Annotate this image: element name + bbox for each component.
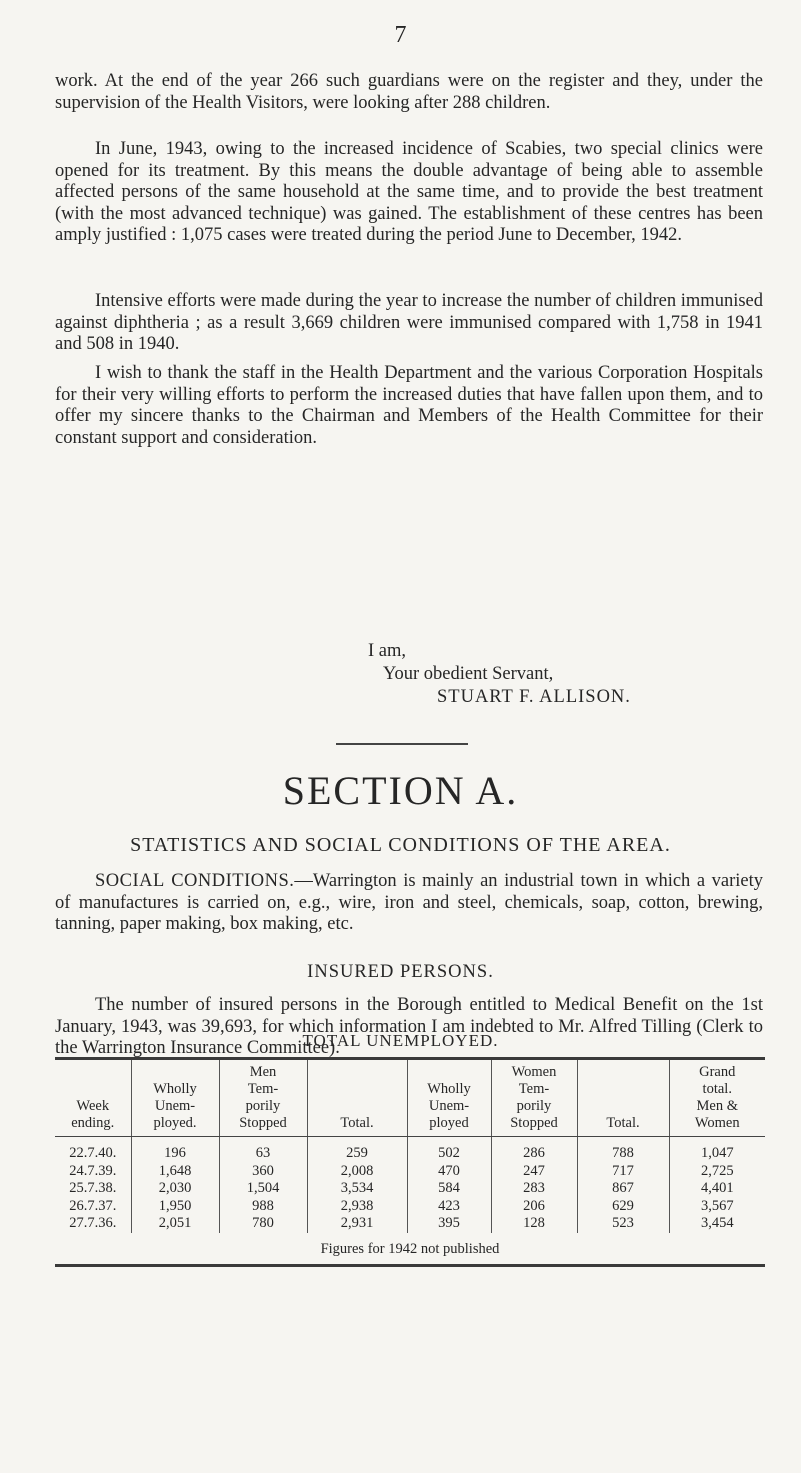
week-ending-cell: 27.7.36. <box>69 1215 117 1231</box>
paragraph-text: The number of insured persons in the Borough entitled to Medical Benefit on the 1st January, 1943, was 39,693, for which information I am indebted to Mr. Alfred Tilling (Clerk to the Warrington Insurance Committee). <box>55 995 763 1059</box>
table-cell: 2,051 <box>131 1215 219 1233</box>
table-cell: 3,534 <box>307 1180 407 1198</box>
table-cell: 2,008 <box>307 1163 407 1181</box>
social-conditions-heading: SOCIAL CONDITIONS. <box>95 871 295 891</box>
letter-paragraph-diphtheria <box>55 291 763 356</box>
signature: STUART F. ALLISON. <box>437 687 631 707</box>
column-header-line: Wholly <box>427 1081 471 1097</box>
column-header-line: Women <box>694 1115 740 1131</box>
paragraph-text: In June, 1943, owing to the increased incidence of Scabies, two special clinics were opened for its treatment. By this means the double advantage of being able to assemble affected persons of the same household at the same time, and to provide the best treatment (with the most advanced technique) was gained. The establishment of these centres has been amply justified : 1,075 cases were treated during the period June to December, 1942. <box>55 139 763 246</box>
paragraph-text: I wish to thank the staff in the Health Department and the various Corporation Hospitals for their very willing efforts to perform the increased duties that have fallen upon them, and to offer my sincere thanks to the Chairman and Members of the Health Committee for their constant support and consideration. <box>55 363 763 448</box>
paragraph-text: Intensive efforts were made during the year to increase the number of children immunised against diphtheria ; as a result 3,669 children were immunised compared with 1,758 in 1941 and 508 in 1940. <box>55 291 763 355</box>
table-row <box>55 1137 765 1163</box>
column-header-line: Stopped <box>239 1115 287 1131</box>
divider-rule <box>336 743 468 745</box>
week-ending-cell: 25.7.38. <box>69 1180 117 1196</box>
table-cell: 988 <box>219 1198 307 1216</box>
table-cell: 502 <box>407 1137 491 1163</box>
column-header-line: Total. <box>340 1115 374 1131</box>
table-cell: 63 <box>219 1137 307 1163</box>
column-header-line: Men <box>249 1064 277 1080</box>
table-cell: 2,725 <box>669 1163 765 1181</box>
letter-paragraph-1 <box>55 71 763 114</box>
column-header-line: Stopped <box>510 1115 558 1131</box>
closing-line: I am, <box>368 641 407 661</box>
table-cell: 523 <box>577 1215 669 1233</box>
table-row <box>55 1215 765 1233</box>
letter-paragraph-scabies <box>55 139 763 247</box>
insured-persons-heading: INSURED PERSONS. <box>307 962 494 982</box>
column-header-line: Week <box>76 1098 110 1114</box>
table-cell: 2,938 <box>307 1198 407 1216</box>
week-ending-cell: 24.7.39. <box>69 1162 117 1179</box>
table-cell: 717 <box>577 1163 669 1181</box>
column-header-line: ployed <box>429 1115 469 1131</box>
table-cell: 128 <box>491 1215 577 1233</box>
table-cell: 3,454 <box>669 1215 765 1233</box>
table-cell: 423 <box>407 1198 491 1216</box>
table-cell: 470 <box>407 1163 491 1181</box>
table-cell: 2,030 <box>131 1180 219 1198</box>
table-cell: 1,648 <box>131 1163 219 1181</box>
table-row <box>55 1163 765 1181</box>
table-row <box>55 1180 765 1198</box>
column-header-line: porily <box>245 1098 281 1114</box>
column-header-line: ployed. <box>153 1115 197 1131</box>
table-header-row <box>55 1059 765 1137</box>
paragraph-text: work. At the end of the year 266 such guardians were on the register and they, under the supervision of the Health Visitors, were looking after 288 children. <box>55 71 763 113</box>
column-header-line: Men & <box>696 1098 738 1114</box>
section-subtitle: STATISTICS AND SOCIAL CONDITIONS OF THE AREA. <box>130 834 671 856</box>
column-header-line: Total. <box>606 1115 640 1131</box>
column-header-line: Wholly <box>153 1081 197 1097</box>
column-header <box>307 1059 407 1137</box>
table-cell: 3,567 <box>669 1198 765 1216</box>
column-header <box>577 1059 669 1137</box>
table-cell: 629 <box>577 1198 669 1216</box>
table-cell: 259 <box>307 1137 407 1163</box>
column-header-line: porily <box>516 1098 552 1114</box>
column-header-line: ending. <box>71 1115 115 1131</box>
week-ending-cell: 22.7.40. <box>69 1145 117 1161</box>
table-note: Figures for 1942 not published <box>55 1233 765 1266</box>
table-cell: 2,931 <box>307 1215 407 1233</box>
valediction: Your obedient Servant, <box>383 664 554 684</box>
table-cell: 788 <box>577 1137 669 1163</box>
column-header-line: total. <box>702 1081 732 1097</box>
table-cell: 780 <box>219 1215 307 1233</box>
letter-paragraph-thanks <box>55 363 763 449</box>
table-cell: 247 <box>491 1163 577 1181</box>
table-note-row <box>55 1233 765 1266</box>
column-header-line: Grand <box>699 1064 736 1080</box>
table-cell: 206 <box>491 1198 577 1216</box>
table-cell: 1,047 <box>669 1137 765 1163</box>
table-cell: 867 <box>577 1180 669 1198</box>
table-cell: 1,504 <box>219 1180 307 1198</box>
column-header <box>131 1059 219 1137</box>
table-heading: TOTAL UNEMPLOYED. <box>302 1031 499 1050</box>
column-header-line: Unem- <box>428 1098 470 1114</box>
table-cell: 283 <box>491 1180 577 1198</box>
page-number: 7 <box>394 22 407 48</box>
table-cell: 395 <box>407 1215 491 1233</box>
section-title: SECTION A. <box>282 768 519 813</box>
paragraph-text <box>55 871 763 936</box>
column-header-line: Tem- <box>518 1081 550 1097</box>
column-header <box>219 1059 307 1137</box>
column-header <box>491 1059 577 1137</box>
table-cell: 196 <box>131 1137 219 1163</box>
column-header <box>407 1059 491 1137</box>
column-header-line: Women <box>511 1064 557 1080</box>
social-conditions-text: —Warrington is mainly an industrial town in which a variety of manufactures is carried on, e.g., wire, iron and steel, chemicals, soap, cotton, brewing, tanning, paper making, box making, etc. <box>55 871 763 935</box>
table-cell: 4,401 <box>669 1180 765 1198</box>
column-header <box>669 1059 765 1137</box>
social-conditions-paragraph <box>55 871 763 936</box>
week-ending-cell: 26.7.37. <box>69 1197 117 1214</box>
column-header <box>55 1059 131 1137</box>
column-header-line: Unem- <box>154 1098 196 1114</box>
column-header-line: Tem- <box>247 1081 279 1097</box>
table-cell: 286 <box>491 1137 577 1163</box>
table-cell: 1,950 <box>131 1198 219 1216</box>
table-row <box>55 1198 765 1216</box>
table-cell: 360 <box>219 1163 307 1181</box>
table-cell: 584 <box>407 1180 491 1198</box>
unemployment-table <box>55 1057 765 1267</box>
